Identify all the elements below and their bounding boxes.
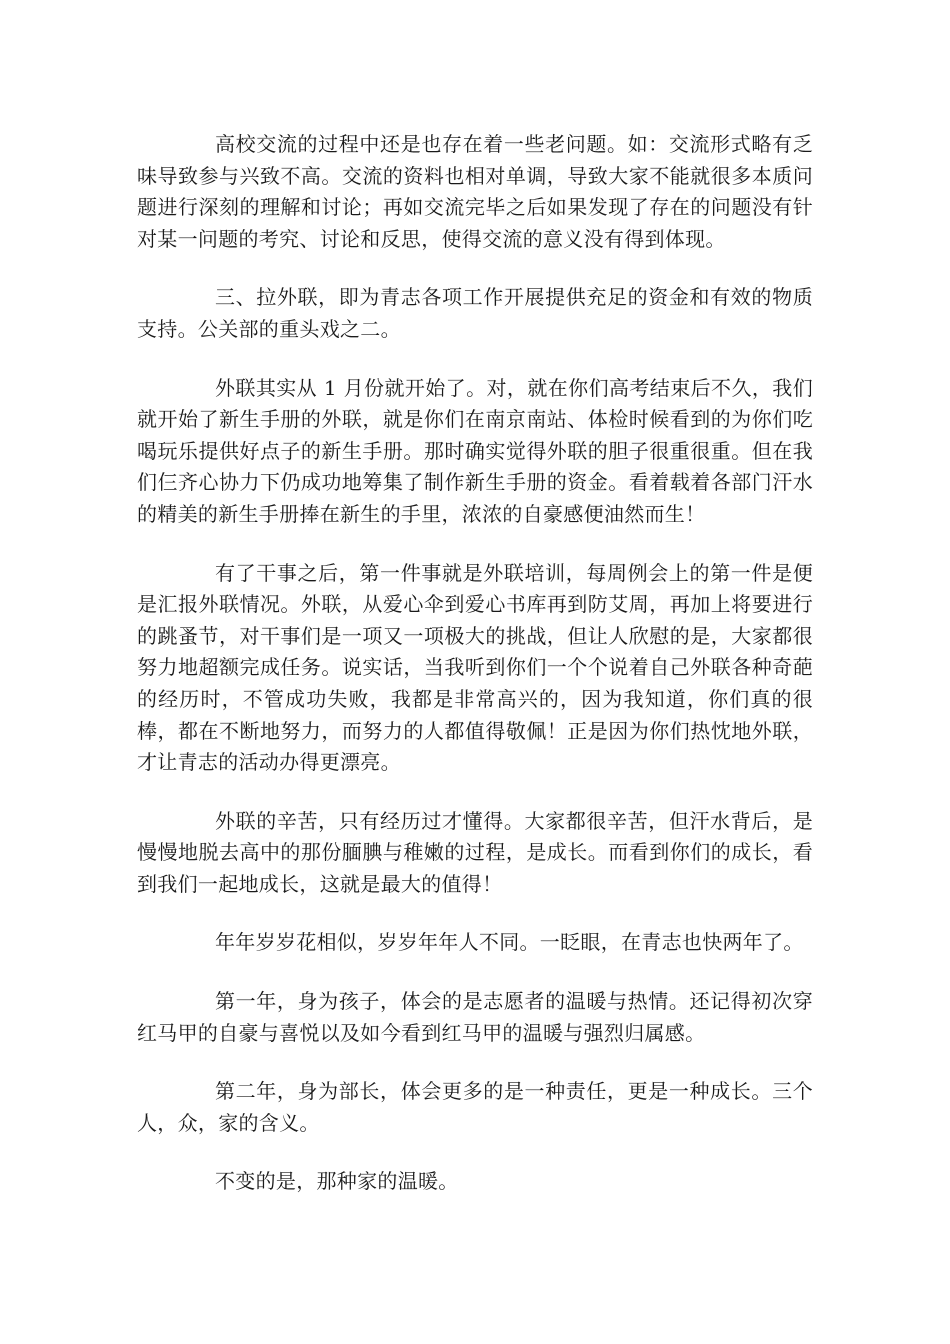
paragraph-freshman-handbook: 外联其实从 1 月份就开始了。对，就在你们高考结束后不久，我们就开始了新生手册的外联，就是你们在南京南站、体检时候看到的为你们吃喝玩乐提供好点子的新生手册。那时确实觉得外联的胆子很重很重。但在我们仨齐心协力下仍成功地筹集了制作新生手册的资金。看着载着各部门汗水的精美的新生手册捧在新生的手里，浓浓的自豪感便油然而生！ — [137, 375, 813, 526]
paragraph-exchange-problems: 高校交流的过程中还是也存在着一些老问题。如：交流形式略有乏味导致参与兴致不高。交流的资料也相对单调，导致大家不能就很多本质问题进行深刻的理解和讨论；再如交流完毕之后如果发现了存在的问题没有针对某一问题的考究、讨论和反思，使得交流的意义没有得到体现。 — [137, 132, 813, 251]
paragraph-outreach-growth: 外联的辛苦，只有经历过才懂得。大家都很辛苦，但汗水背后，是慢慢地脱去高中的那份腼腆与稚嫩的过程，是成长。而看到你们的成长，看到我们一起地成长，这就是最大的值得！ — [137, 808, 813, 896]
paragraph-outreach-training: 有了干事之后，第一件事就是外联培训，每周例会上的第一件是便是汇报外联情况。外联，从爱心伞到爱心书库再到防艾周，再加上将要进行的跳蚤节，对干事们是一项又一项极大的挑战，但让人欣慰的是，大家都很努力地超额完成任务。说实话，当我听到你们一个个说着自己外联各种奇葩的经历时，不管成功失败，我都是非常高兴的，因为我知道，你们真的很棒，都在不断地努力，而努力的人都值得敬佩！正是因为你们热忱地外联，才让青志的活动办得更漂亮。 — [137, 560, 813, 775]
paragraph-first-year: 第一年，身为孩子，体会的是志愿者的温暖与热情。还记得初次穿红马甲的自豪与喜悦以及如今看到红马甲的温暖与强烈归属感。 — [137, 989, 813, 1045]
paragraph-warmth: 不变的是，那种家的温暖。 — [215, 1169, 459, 1194]
paragraph-second-year: 第二年，身为部长，体会更多的是一种责任，更是一种成长。三个人，众，家的含义。 — [137, 1079, 813, 1135]
paragraph-section-three-heading: 三、拉外联，即为青志各项工作开展提供充足的资金和有效的物质支持。公关部的重头戏之二。 — [137, 285, 813, 341]
document-body — [137, 129, 813, 1225]
paragraph-two-years: 年年岁岁花相似，岁岁年年人不同。一眨眼，在青志也快两年了。 — [215, 930, 804, 955]
